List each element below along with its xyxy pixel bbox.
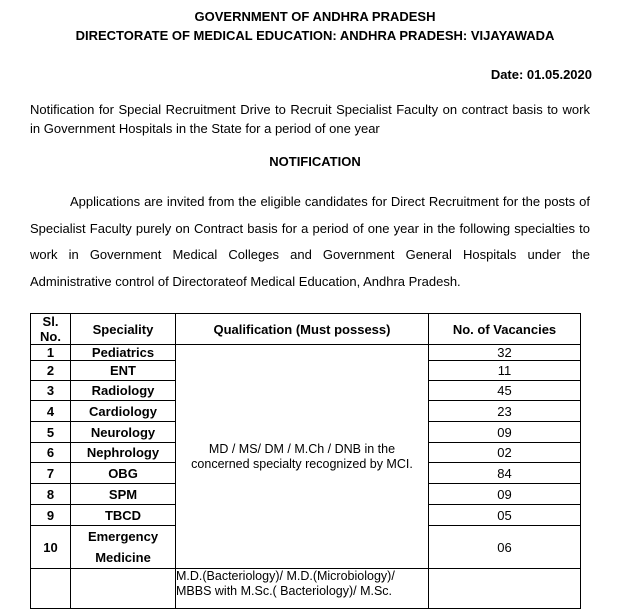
partial-qualification-cell [176, 569, 429, 609]
row-vacancies: 05 [429, 505, 581, 526]
notice-subject: Notification for Special Recruitment Drive to Recruit Specialist Faculty on contract basis to work in Government Hospitals in the State for a period of one year [30, 102, 590, 136]
row-speciality: OBG [71, 463, 176, 484]
col-header-speciality: Speciality [71, 314, 176, 345]
col-header-vacancies: No. of Vacancies [429, 314, 581, 345]
row-sl: 4 [31, 401, 71, 422]
row-speciality: ENT [71, 361, 176, 381]
notification-title: NOTIFICATION [269, 154, 361, 169]
row-sl: 8 [31, 484, 71, 505]
row-vacancies: 11 [429, 361, 581, 381]
row-speciality: Emergency Medicine [71, 526, 176, 569]
row-sl: 5 [31, 422, 71, 443]
row-vacancies: 09 [429, 422, 581, 443]
row-vacancies: 84 [429, 463, 581, 484]
row-sl: 9 [31, 505, 71, 526]
row-speciality: Neurology [71, 422, 176, 443]
row-sl: 7 [31, 463, 71, 484]
table-row-partial [31, 569, 581, 609]
row-vacancies: 23 [429, 401, 581, 422]
partial-qualification-line1: M.D.(Bacteriology)/ M.D.(Microbiology)/ [176, 569, 395, 583]
row-speciality: Cardiology [71, 401, 176, 422]
header-government: GOVERNMENT OF ANDHRA PRADESH [194, 9, 436, 24]
col-header-qualification: Qualification (Must possess) [176, 314, 429, 345]
row-sl: 3 [31, 381, 71, 401]
row-sl: 1 [31, 345, 71, 361]
row-vacancies: 09 [429, 484, 581, 505]
row-speciality: Pediatrics [71, 345, 176, 361]
row-sl: 2 [31, 361, 71, 381]
notification-body-text: Applications are invited from the eligible candidates for Direct Recruitment for the posts of Specialist Faculty purely on Contract basis for a period of one year in the following specialties to work in Government Medical Colleges and Government General Hospitals under the Administrative control of Directorateof Medical Education, Andhra Pradesh. [30, 194, 590, 289]
header-directorate: DIRECTORATE OF MEDICAL EDUCATION: ANDHRA PRADESH: VIJAYAWADA [75, 28, 555, 43]
table-header-row [31, 314, 581, 345]
row-speciality: SPM [71, 484, 176, 505]
row-sl: 10 [31, 526, 71, 569]
table-row [31, 345, 581, 361]
row-speciality: Radiology [71, 381, 176, 401]
row-vacancies: 02 [429, 443, 581, 463]
row-vacancies: 06 [429, 526, 581, 569]
row-speciality: Nephrology [71, 443, 176, 463]
vacancy-table [30, 313, 581, 609]
notice-date: Date: 01.05.2020 [490, 67, 592, 82]
row-sl: 6 [31, 443, 71, 463]
row-vacancies: 32 [429, 345, 581, 361]
qualification-cell: MD / MS/ DM / M.Ch / DNB in the concerned specialty recognized by MCI. [176, 345, 429, 569]
partial-qualification-line2: MBBS with M.Sc.( Bacteriology)/ M.Sc. [176, 584, 393, 598]
col-header-sl: Sl. No. [31, 314, 71, 345]
row-speciality: TBCD [71, 505, 176, 526]
row-vacancies: 45 [429, 381, 581, 401]
notification-body [30, 189, 590, 295]
